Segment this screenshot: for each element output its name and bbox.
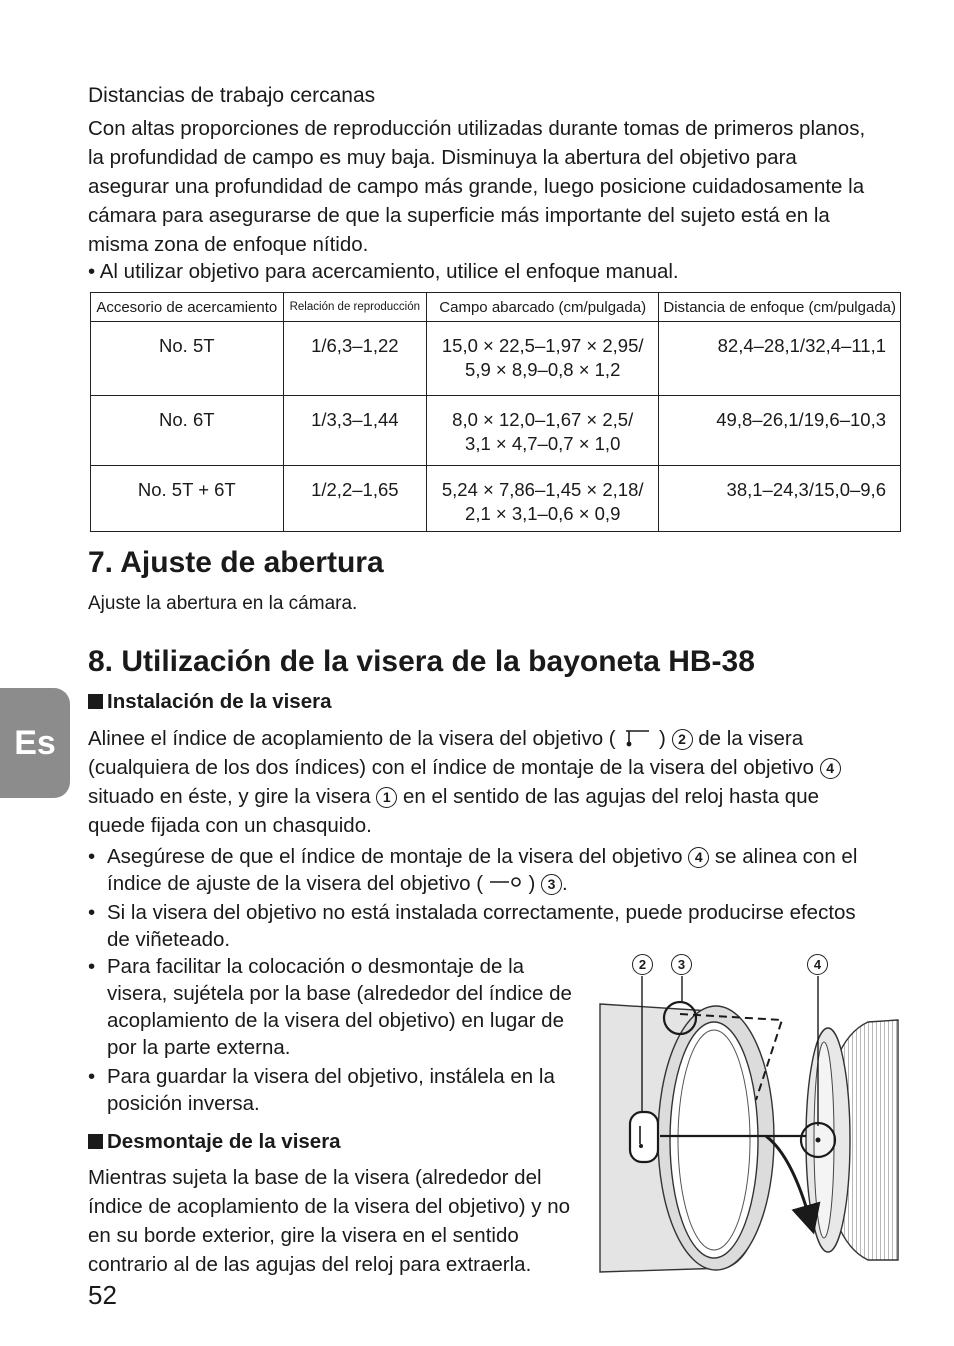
table-header: Campo abarcado (cm/pulgada) xyxy=(427,293,659,322)
number-1-icon: 1 xyxy=(376,787,397,808)
paragraph-line: la profundidad de campo es muy baja. Disminuya la abertura del objetivo para xyxy=(88,146,797,169)
table-cell: 49,8–26,1/19,6–10,3 xyxy=(659,396,901,466)
number-4-icon: 4 xyxy=(820,758,841,779)
table-cell: 1/6,3–1,22 xyxy=(283,322,426,396)
table-cell xyxy=(427,396,659,466)
field-line: 2,1 × 3,1–0,6 × 0,9 xyxy=(465,503,621,524)
bullet-dot: • xyxy=(88,1065,96,1088)
install-heading-text: Instalación de la visera xyxy=(107,690,332,713)
hood-coupling-index-icon xyxy=(621,727,653,749)
close-up-table xyxy=(90,292,901,532)
table-cell: No. 5T xyxy=(91,322,284,396)
table-header: Accesorio de acercamiento xyxy=(91,293,284,322)
text-line: por la parte externa. xyxy=(107,1036,291,1059)
field-line: 5,9 × 8,9–0,8 × 1,2 xyxy=(465,359,621,380)
install-bullets xyxy=(88,843,898,953)
text-line: acoplamiento de la visera del objetivo) en lugar de xyxy=(107,1009,564,1032)
table-cell: No. 5T + 6T xyxy=(91,466,284,532)
text-line: Para facilitar la colocación o desmontaje de la xyxy=(107,955,525,978)
table-cell: 82,4–28,1/32,4–11,1 xyxy=(659,322,901,396)
text-span: de la visera xyxy=(698,727,804,750)
text-span: ) xyxy=(659,727,666,750)
field-line: 5,24 × 7,86–1,45 × 2,18/ xyxy=(441,479,644,500)
manual-focus-note: • Al utilizar objetivo para acercamiento, utilice el enfoque manual. xyxy=(88,260,679,283)
section-7-title: 7. Ajuste de abertura xyxy=(88,546,384,579)
page-number: 52 xyxy=(88,1280,117,1310)
table-header: Relación de reproducción xyxy=(283,293,426,322)
paragraph-line: en su borde exterior, gire la visera en el sentido xyxy=(88,1224,519,1247)
paragraph-line: asegurar una profundidad de campo más grande, luego posicione cuidadosamente la xyxy=(88,175,865,198)
text-span: índice de ajuste de la visera del objetivo ( xyxy=(107,872,484,895)
square-bullet-icon xyxy=(88,1134,103,1149)
table-row xyxy=(91,322,901,396)
hood-setting-index-icon xyxy=(489,875,523,889)
paragraph-line: cámara para asegurarse de que la superficie más importante del sujeto está en la xyxy=(88,204,830,227)
bullet-dot: • xyxy=(88,901,96,924)
text-span: . xyxy=(562,872,568,895)
close-distance-heading: Distancias de trabajo cercanas xyxy=(88,84,376,107)
paragraph-line xyxy=(88,753,898,782)
lens-hood-drawing xyxy=(596,950,901,1280)
paragraph-line: Con altas proporciones de reproducción utilizadas durante tomas de primeros planos, xyxy=(88,117,866,140)
install-heading xyxy=(88,690,331,714)
table-row xyxy=(91,466,901,532)
language-tab: Es xyxy=(0,688,70,798)
text-span: Si la visera del objetivo no está instalada correctamente, puede producirse efectos xyxy=(107,901,856,924)
paragraph-line: quede fijada con un chasquido. xyxy=(88,814,372,837)
callout-2-icon: 2 xyxy=(632,954,653,975)
text-span: Asegúrese de que el índice de montaje de la visera del objetivo xyxy=(107,845,683,868)
text-span: ) xyxy=(528,872,536,895)
number-3-icon: 3 xyxy=(541,874,562,895)
callout-3-icon: 3 xyxy=(671,954,692,975)
close-distance-paragraph xyxy=(88,114,898,259)
table-cell: 38,1–24,3/15,0–9,6 xyxy=(659,466,901,532)
text-line: Para guardar la visera del objetivo, instálela en la xyxy=(107,1065,555,1088)
paragraph-line: índice de acoplamiento de la visera del objetivo) y no xyxy=(88,1195,571,1218)
table-header: Distancia de enfoque (cm/pulgada) xyxy=(659,293,901,322)
square-bullet-icon xyxy=(88,694,103,709)
text-span: situado en éste, y gire la visera xyxy=(88,785,371,808)
section-8-title: 8. Utilización de la visera de la bayoneta HB-38 xyxy=(88,645,755,678)
bullet-dot: • xyxy=(88,845,96,868)
list-item xyxy=(88,1063,588,1117)
table-cell xyxy=(427,466,659,532)
list-item xyxy=(88,843,898,897)
paragraph-line xyxy=(88,724,898,753)
install-paragraph xyxy=(88,724,898,840)
number-4-icon: 4 xyxy=(688,847,709,868)
table-cell xyxy=(427,322,659,396)
removal-heading xyxy=(88,1130,341,1154)
install-bullets-narrow xyxy=(88,953,588,1117)
table-cell: No. 6T xyxy=(91,396,284,466)
table-cell: 1/2,2–1,65 xyxy=(283,466,426,532)
text-span: de viñeteado. xyxy=(107,928,231,951)
bullet-dot: • xyxy=(88,955,96,978)
field-line: 8,0 × 12,0–1,67 × 2,5/ xyxy=(452,409,634,430)
text-span: (cualquiera de los dos índices) con el índice de montaje de la visera del objetivo xyxy=(88,756,814,779)
table-row xyxy=(91,396,901,466)
field-line: 15,0 × 22,5–1,97 × 2,95/ xyxy=(441,335,644,356)
paragraph-line: Mientras sujeta la base de la visera (alrededor del xyxy=(88,1166,542,1189)
text-span: se alinea con el xyxy=(714,845,858,868)
lens-hood-illustration xyxy=(596,950,901,1280)
list-item xyxy=(88,953,588,1061)
table-cell: 1/3,3–1,44 xyxy=(283,396,426,466)
text-line: posición inversa. xyxy=(107,1092,260,1115)
section-7-text: Ajuste la abertura en la cámara. xyxy=(88,593,358,614)
text-span: Alinee el índice de acoplamiento de la visera del objetivo ( xyxy=(88,727,616,750)
list-item xyxy=(88,899,898,953)
text-line: visera, sujétela por la base (alrededor del índice de xyxy=(107,982,572,1005)
paragraph-line xyxy=(88,782,898,811)
field-line: 3,1 × 4,7–0,7 × 1,0 xyxy=(465,433,621,454)
text-span: en el sentido de las agujas del reloj hasta que xyxy=(403,785,820,808)
paragraph-line: contrario al de las agujas del reloj para extraerla. xyxy=(88,1253,532,1276)
removal-heading-text: Desmontaje de la visera xyxy=(107,1130,341,1153)
callout-4-icon: 4 xyxy=(807,954,828,975)
removal-paragraph xyxy=(88,1163,588,1279)
number-2-icon: 2 xyxy=(672,729,693,750)
paragraph-line: misma zona de enfoque nítido. xyxy=(88,233,369,256)
